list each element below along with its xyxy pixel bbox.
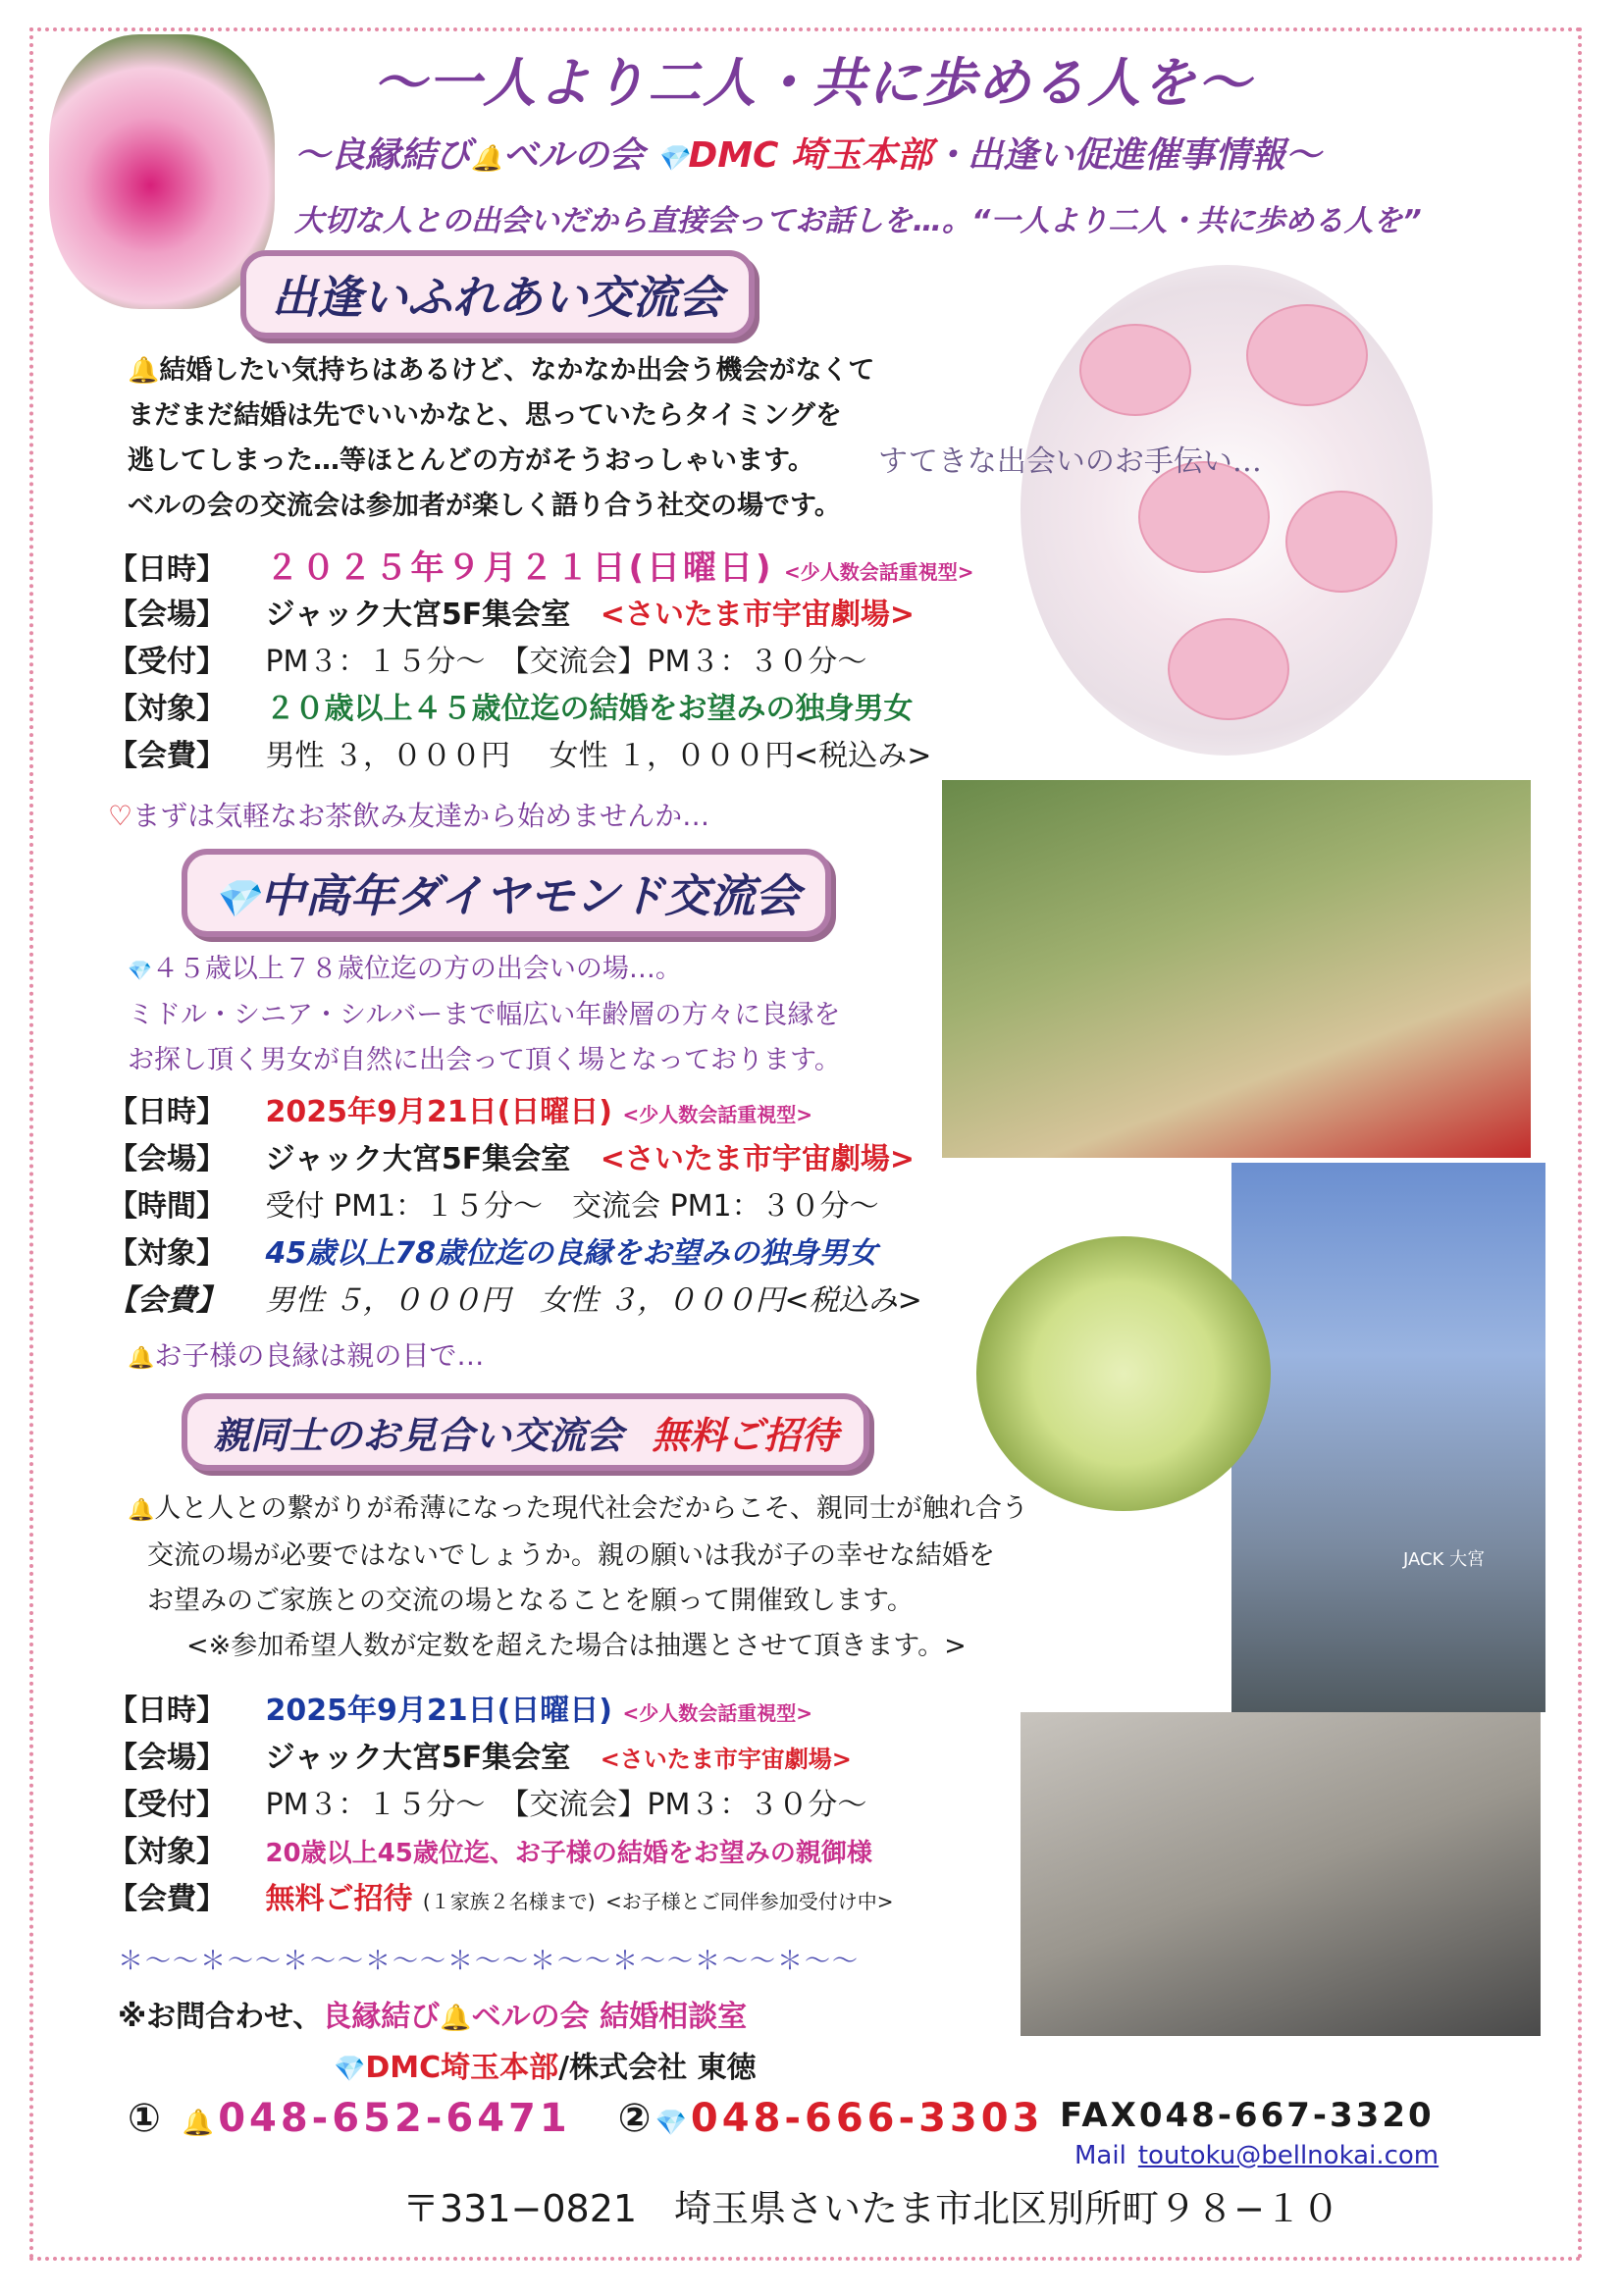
detail-value: ２０歳以上４５歳位迄の結婚をお望みの独身男女 [265,692,914,726]
orchid-petal [1079,324,1191,416]
detail-value: 男性 ３，０００円 女性 １，０００円<税込み> [265,739,932,773]
detail-row-fee [108,1876,893,1923]
phone-number[interactable]: 048-652-6471 [218,2096,571,2141]
detail-value: ジャック大宮5F集会室 [265,1741,571,1775]
phone-number-index: ① [128,2096,165,2141]
heading-text: 中高年ダイヤモンド交流会 [259,869,801,922]
detail-label: 【日時】 [108,552,226,587]
event2-closing [128,1334,484,1374]
event3-heading [182,1393,869,1471]
event1-paragraph [128,348,874,529]
page-title: 〜一人より二人・共に歩める人を〜 [373,52,1252,114]
detail-label: 【会場】 [108,598,226,632]
detail-label: 【会費】 [108,1283,226,1318]
diamond-icon: 💎 [655,144,689,174]
detail-value: ２０２５年９月２１日(日曜日) [265,548,774,588]
address: 〒331−0821 埼玉県さいたま市北区別所町９８−１０ [402,2187,1339,2230]
paragraph-line: ベルの会の交流会は参加者が楽しく語り合う社交の場です。 [128,491,841,521]
orchid-petal [1246,304,1368,406]
paragraph-line: お望みのご家族との交流の場となることを願って開催致します。 [147,1586,914,1616]
subtitle-part: DMC 埼玉本部 [688,135,932,176]
detail-row-time [108,1183,922,1230]
detail-row-reception [108,1782,893,1829]
paragraph-line: 逃してしまった…等ほとんどの方がそうおっしゃいます。 [128,445,814,476]
bell-icon: 🔔 [128,1346,155,1371]
phone-number-index: ② [617,2096,655,2141]
detail-value: PM３：１５分〜 【交流会】PM３：３０分〜 [265,1788,867,1822]
bell-icon: 🔔 [128,1498,155,1523]
meeting-room-photo [1021,1712,1541,2036]
bell-icon: 🔔 [440,2004,472,2033]
detail-note: <さいたま市宇宙劇場> [600,598,915,632]
heading-text: 親同士のお見合い交流会 [213,1414,624,1457]
detail-label: 【時間】 [108,1189,226,1224]
tagline: 大切な人との出会いだから直接会ってお話しを…。“一人より二人・共に歩める人を” [294,204,1422,238]
fax-number: FAX048-667-3320 [1060,2096,1435,2135]
detail-note: <少人数会話重視型> [783,560,974,584]
detail-label: 【会場】 [108,1142,226,1176]
detail-label: 【会費】 [108,1882,226,1916]
detail-value: 20歳以上45歳位迄、お子様の結婚をお望みの親御様 [265,1839,872,1868]
detail-note: <少人数会話重視型> [622,1701,812,1725]
bell-icon: 🔔 [471,144,503,174]
closing-text: まずは気軽なお茶飲み友達から始めませんか… [132,800,710,832]
paragraph-line: <※参加希望人数が定数を超えた場合は抽選とさせて頂きます。> [186,1631,967,1661]
detail-label: 【対象】 [108,1835,226,1869]
detail-row-target [108,1829,893,1876]
detail-row-venue [108,1735,893,1782]
contact-text: 良縁結び [322,2000,441,2034]
mail-link[interactable]: toutoku@bellnokai.com [1137,2141,1440,2170]
phone-number[interactable]: 048-666-3303 [690,2096,1044,2141]
detail-row-reception [108,639,974,686]
heart-icon: ♡ [108,800,133,832]
paragraph-text: 結婚したい気持ちはあるけど、なかなか出会う機会がなくて [159,355,875,386]
detail-label: 【日時】 [108,1095,226,1129]
detail-row-date [108,545,974,592]
detail-value: 無料ご招待 [265,1882,413,1916]
couple-photo [942,780,1531,1158]
paragraph-line: まだまだ結婚は先でいいかなと、思っていたらタイミングを [128,400,842,431]
org-text: DMC埼玉本部 [365,2051,559,2085]
detail-row-date [108,1688,893,1735]
detail-row-date [108,1089,922,1136]
detail-value: 2025年9月21日(日曜日) [265,1694,612,1728]
event1-details [108,545,974,780]
page-subtitle [294,128,1321,178]
orchid-bouquet-image [1021,265,1433,756]
star-divider: ＊〜〜＊〜〜＊〜〜＊〜〜＊〜〜＊〜〜＊〜〜＊〜〜＊〜〜 [118,1947,861,1976]
mail-label: Mail [1074,2141,1126,2170]
paragraph-line: お探し頂く男女が自然に出会って頂く場となっております。 [128,1045,841,1075]
event2-heading [182,849,831,937]
closing-text: お子様の良縁は親の目で… [154,1339,485,1372]
event3-paragraph [128,1487,1028,1669]
detail-label: 【会場】 [108,1741,226,1775]
orchid-petal [1285,491,1397,593]
detail-label: 【受付】 [108,1788,226,1822]
organization-line [334,2043,757,2086]
detail-row-fee [108,733,974,780]
paragraph-text: 人と人との繋がりが希薄になった現代社会だからこそ、親同士が触れ合う [154,1493,1028,1524]
bell-icon: 🔔 [182,2109,219,2138]
paragraph-text: ４５歳以上７８歳位迄の方の出会いの場…。 [151,954,682,984]
event1-closing [108,795,709,834]
bouquet-caption: すてきな出会いのお手伝い… [878,444,1262,479]
paragraph-line [128,947,841,993]
detail-value: 受付 PM1：１５分〜 交流会 PM1：３０分〜 [265,1189,879,1224]
event3-details [108,1688,893,1923]
paragraph-line [128,348,874,393]
heading-free-text: 無料ご招待 [652,1414,839,1457]
diamond-icon: 💎 [213,877,260,920]
detail-value: ジャック大宮5F集会室 [265,1142,571,1176]
detail-row-venue [108,592,974,639]
mail-line [1074,2141,1439,2170]
detail-row-target [108,1230,922,1278]
detail-value: PM３：１５分〜 【交流会】PM３：３０分〜 [265,645,867,679]
phone-line [128,2096,1043,2141]
event2-paragraph [128,947,841,1083]
paragraph-line: 交流の場が必要ではないでしょうか。親の願いは我が子の幸せな結婚を [147,1540,995,1571]
bell-icon: 🔔 [128,356,160,386]
diamond-icon: 💎 [128,959,152,982]
detail-note: <少人数会話重視型> [622,1103,812,1126]
detail-label: 【会費】 [108,739,226,773]
detail-note: <さいたま市宇宙劇場> [600,1746,852,1773]
detail-label: 【受付】 [108,645,226,679]
contact-line [118,1992,747,2035]
detail-label: 【対象】 [108,692,226,726]
event1-heading: 出逢いふれあい交流会 [240,250,755,339]
building-sign: JACK 大宮 [1403,1549,1486,1570]
contact-text: ※お問合わせ、 [118,2000,323,2034]
paragraph-line [128,1487,1028,1534]
diamond-icon: 💎 [334,2055,366,2084]
detail-label: 【日時】 [108,1694,226,1728]
detail-value: ジャック大宮5F集会室 [265,598,571,632]
detail-note: <さいたま市宇宙劇場> [600,1142,915,1176]
diamond-icon: 💎 [654,2109,691,2138]
detail-value: 2025年9月21日(日曜日) [265,1095,612,1129]
detail-note: <お子様とご同伴参加受付け中> [604,1890,894,1913]
detail-row-fee [108,1278,922,1325]
contact-text: ベルの会 結婚相談室 [471,2000,748,2034]
subtitle-part: 〜良縁結び [294,135,472,176]
green-orchid-image [976,1236,1271,1511]
subtitle-part: ・出逢い促進催事情報〜 [932,135,1322,176]
orchid-petal [1168,618,1289,720]
org-text: /株式会社 東徳 [558,2051,757,2085]
subtitle-part: ベルの会 [502,135,645,176]
event2-details [108,1089,922,1325]
building-photo [1231,1163,1545,1712]
detail-note: (１家族２名様まで) [422,1890,596,1913]
detail-label: 【対象】 [108,1236,226,1271]
paragraph-line: ミドル・シニア・シルバーまで幅広い年齢層の方々に良縁を [128,1000,841,1030]
detail-row-venue [108,1136,922,1183]
detail-value: 45歳以上78歳位迄の良縁をお望みの独身男女 [265,1236,877,1271]
detail-value: 男性 ５，０００円 女性 ３，０００円<税込み> [265,1283,922,1318]
detail-row-target [108,686,974,733]
